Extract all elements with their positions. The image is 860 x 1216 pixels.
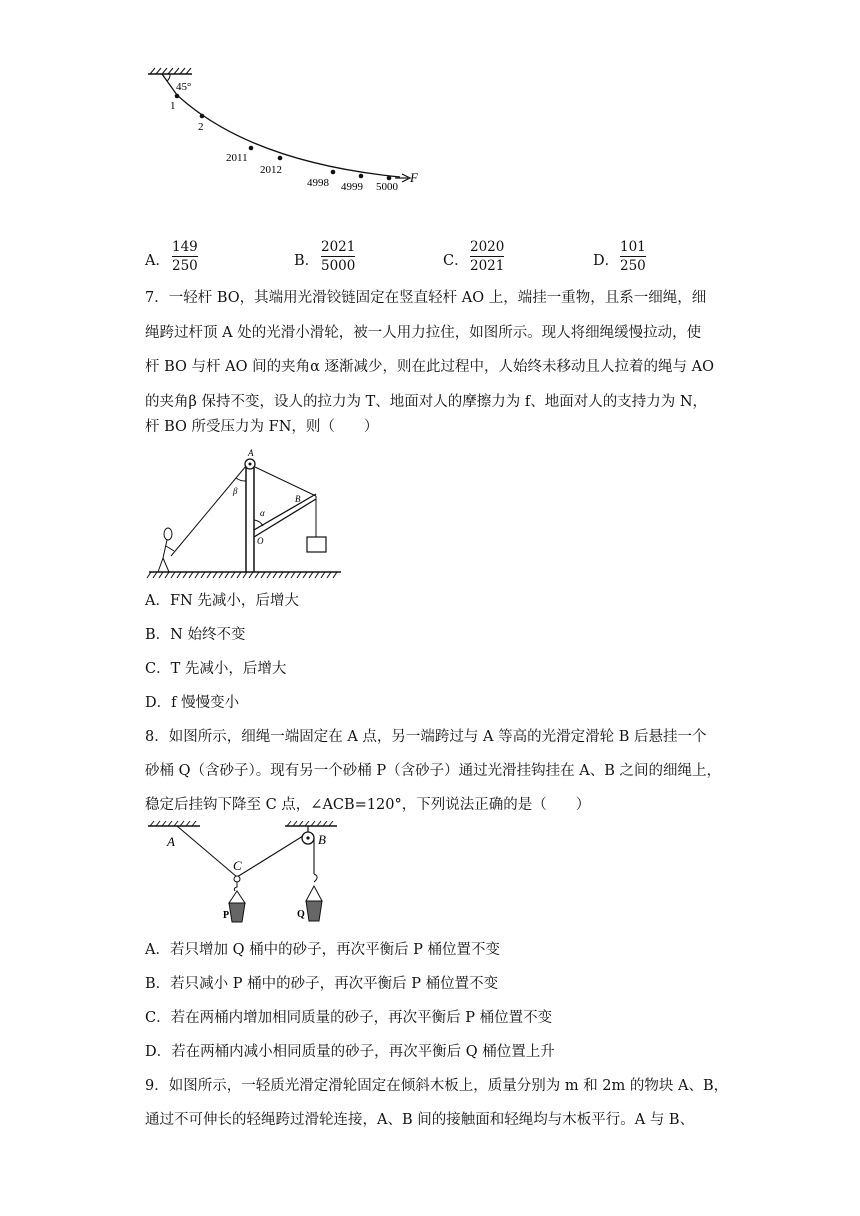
label-q: Q	[297, 909, 305, 920]
option-b: B．若只减小 P 桶中的砂子，再次平衡后 P 桶位置不变	[145, 976, 499, 992]
denominator: 2021	[470, 258, 505, 274]
option-c-fraction	[470, 239, 504, 274]
point-label: 4999	[341, 181, 363, 193]
rod-pulley-figure	[145, 448, 355, 580]
option-d: D．f 慢慢变小	[145, 695, 240, 711]
option-c: C．若在两桶内增加相同质量的砂子，再次平衡后 P 桶位置不变	[145, 1010, 553, 1026]
option-c: C．T 先减小，后增大	[145, 661, 287, 677]
point-label: 2	[198, 121, 204, 133]
label-b: B	[318, 832, 326, 847]
label-a: A	[167, 834, 175, 849]
option-letter: A．	[145, 253, 170, 269]
denominator: 5000	[321, 258, 356, 274]
option-b: B．N 始终不变	[145, 627, 246, 643]
chain-figure	[140, 62, 440, 202]
question-text-line: 绳跨过杆顶 A 处的光滑小滑轮，被一人用力拉住，如图所示。现人将细绳缓慢拉动，使	[145, 325, 702, 341]
option-letter: D．	[593, 253, 620, 269]
force-label: F	[410, 170, 418, 185]
option-d: D．若在两桶内减小相同质量的砂子，再次平衡后 Q 桶位置上升	[145, 1044, 555, 1060]
numerator: 2020	[470, 239, 505, 255]
option-a: A．若只增加 Q 桶中的砂子，再次平衡后 P 桶位置不变	[145, 942, 501, 958]
question-text-line: 9．如图所示，一轻质光滑定滑轮固定在倾斜木板上，质量分别为 m 和 2m 的物块 A、B，	[145, 1078, 729, 1094]
denominator: 250	[620, 258, 646, 274]
option-letter: C．	[443, 253, 469, 269]
numerator: 2021	[321, 239, 356, 255]
denominator: 250	[172, 258, 198, 274]
numerator: 149	[172, 239, 198, 255]
option-d-fraction	[620, 239, 646, 274]
point-label: 2011	[226, 152, 248, 164]
label-b: B	[295, 494, 301, 504]
label-alpha: α	[260, 508, 265, 518]
label-a: A	[248, 448, 254, 458]
question-text-line: 稳定后挂钩下降至 C 点，∠ACB=120°，下列说法正确的是（ ）	[145, 797, 591, 813]
option-b-fraction	[321, 239, 355, 274]
angle-label: 45°	[176, 81, 192, 93]
point-label: 2012	[260, 164, 282, 176]
label-p: P	[223, 910, 230, 921]
option-a-fraction	[172, 239, 198, 274]
label-o: O	[257, 536, 264, 546]
question-text-line: 砂桶 Q（含砂子）。现有另一个砂桶 P（含砂子）通过光滑挂钩挂在 A、B 之间的细绳上，	[145, 763, 721, 779]
question-text-line: 通过不可伸长的轻绳跨过滑轮连接，A、B 间的接触面和轻绳均与木板平行。A 与 B、	[145, 1112, 695, 1128]
question-text-line: 7．一轻杆 BO，其端用光滑铰链固定在竖直轻杆 AO 上，端挂一重物，且系一细绳，细	[145, 290, 707, 306]
point-label: 4998	[307, 177, 329, 189]
question-text-line: 的夹角β 保持不变，设人的拉力为 T、地面对人的摩擦力为 f、地面对人的支持力为 N，	[145, 394, 708, 410]
option-letter: B．	[294, 253, 320, 269]
point-label: 1	[170, 100, 176, 112]
buckets-figure	[145, 820, 365, 930]
question-text-line: 8．如图所示，细绳一端固定在 A 点，另一端跨过与 A 等高的光滑定滑轮 B 后悬挂一个	[145, 729, 707, 745]
label-c: C	[233, 858, 242, 873]
option-a: A．FN 先减小，后增大	[145, 593, 299, 609]
label-beta: β	[233, 486, 238, 496]
numerator: 101	[620, 239, 646, 255]
question-text-line: 杆 BO 与杆 AO 间的夹角α 逐渐减少，则在此过程中，人始终未移动且人拉着的绳与 AO	[145, 359, 714, 375]
point-label: 5000	[376, 181, 398, 193]
question-text-line: 杆 BO 所受压力为 FN，则（ ）	[145, 419, 379, 435]
